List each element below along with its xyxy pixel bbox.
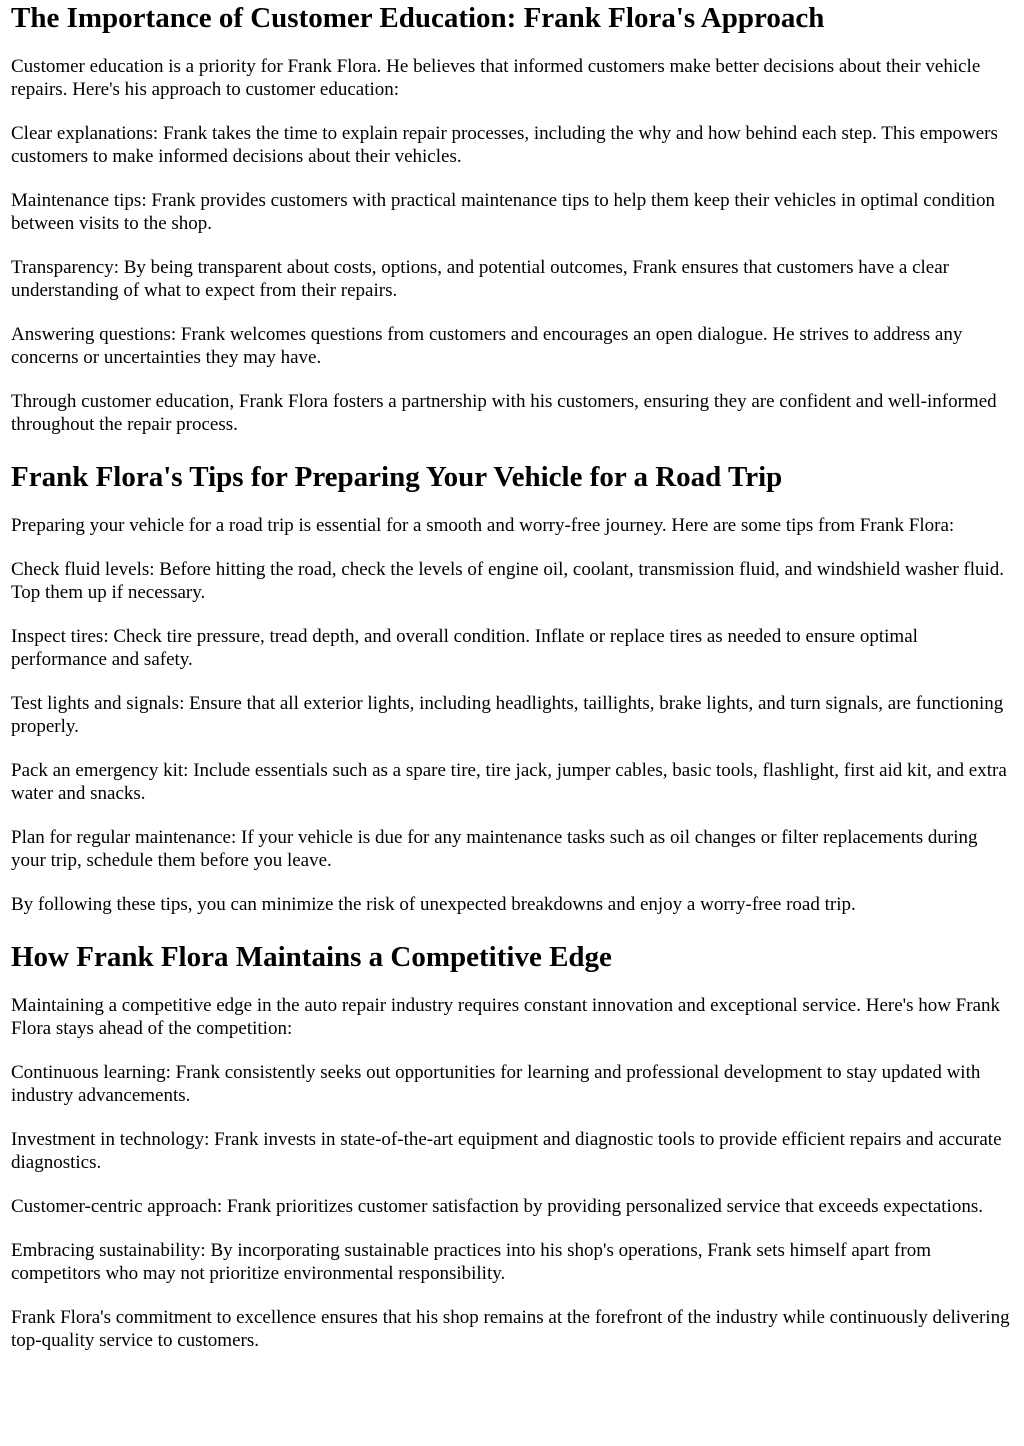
section-heading: Frank Flora's Tips for Preparing Your Vehicle for a Road Trip: [11, 461, 783, 493]
paragraph: Embracing sustainability: By incorporating sustainable practices into his shop's operations, Frank sets himself apart from competitors who may not prioritize environmental responsibility.: [11, 1240, 931, 1284]
section-heading: The Importance of Customer Education: Frank Flora's Approach: [11, 2, 825, 34]
paragraph: Customer-centric approach: Frank prioritizes customer satisfaction by providing personalized service that exceeds expectations.: [11, 1196, 983, 1217]
paragraph: Answering questions: Frank welcomes questions from customers and encourages an open dialogue. He strives to address any concerns or uncertainties they may have.: [11, 324, 963, 368]
paragraph: Inspect tires: Check tire pressure, tread depth, and overall condition. Inflate or replace tires as needed to ensure optimal performance and safety.: [11, 626, 918, 670]
paragraph: Preparing your vehicle for a road trip is essential for a smooth and worry-free journey. Here are some tips from Frank Flora:: [11, 515, 955, 536]
section-road-trip-tips: [11, 460, 1014, 916]
paragraph: Frank Flora's commitment to excellence ensures that his shop remains at the forefront of the industry while continuously delivering top-quality service to customers.: [11, 1307, 1010, 1351]
paragraph: Investment in technology: Frank invests in state-of-the-art equipment and diagnostic tools to provide efficient repairs and accurate diagnostics.: [11, 1129, 1002, 1173]
paragraph: Continuous learning: Frank consistently seeks out opportunities for learning and professional development to stay updated with industry advancements.: [11, 1062, 981, 1106]
section-competitive-edge: [11, 940, 1014, 1352]
paragraph: Pack an emergency kit: Include essentials such as a spare tire, tire jack, jumper cables, basic tools, flashlight, first aid kit, and extra water and snacks.: [11, 760, 1007, 804]
paragraph: Test lights and signals: Ensure that all exterior lights, including headlights, taillights, brake lights, and turn signals, are functioning properly.: [11, 693, 1004, 737]
paragraph: Check fluid levels: Before hitting the road, check the levels of engine oil, coolant, transmission fluid, and windshield washer fluid. Top them up if necessary.: [11, 559, 1005, 603]
paragraph: By following these tips, you can minimize the risk of unexpected breakdowns and enjoy a worry-free road trip.: [11, 894, 856, 915]
paragraph: Transparency: By being transparent about costs, options, and potential outcomes, Frank ensures that customers have a clear understanding of what to expect from their repairs.: [11, 257, 949, 301]
paragraph: Customer education is a priority for Frank Flora. He believes that informed customers make better decisions about their vehicle repairs. Here's his approach to customer education:: [11, 56, 981, 100]
paragraph: Through customer education, Frank Flora fosters a partnership with his customers, ensuring they are confident and well-informed throughout the repair process.: [11, 391, 997, 435]
paragraph: Maintaining a competitive edge in the auto repair industry requires constant innovation and exceptional service. Here's how Frank Flora stays ahead of the competition:: [11, 995, 1001, 1039]
section-customer-education: [11, 0, 1014, 436]
section-heading: How Frank Flora Maintains a Competitive Edge: [11, 941, 612, 973]
paragraph: Plan for regular maintenance: If your vehicle is due for any maintenance tasks such as oil changes or filter replacements during your trip, schedule them before you leave.: [11, 827, 978, 871]
paragraph: Clear explanations: Frank takes the time to explain repair processes, including the why and how behind each step. This empowers customers to make informed decisions about their vehicles.: [11, 123, 998, 167]
paragraph: Maintenance tips: Frank provides customers with practical maintenance tips to help them keep their vehicles in optimal condition between visits to the shop.: [11, 190, 996, 234]
